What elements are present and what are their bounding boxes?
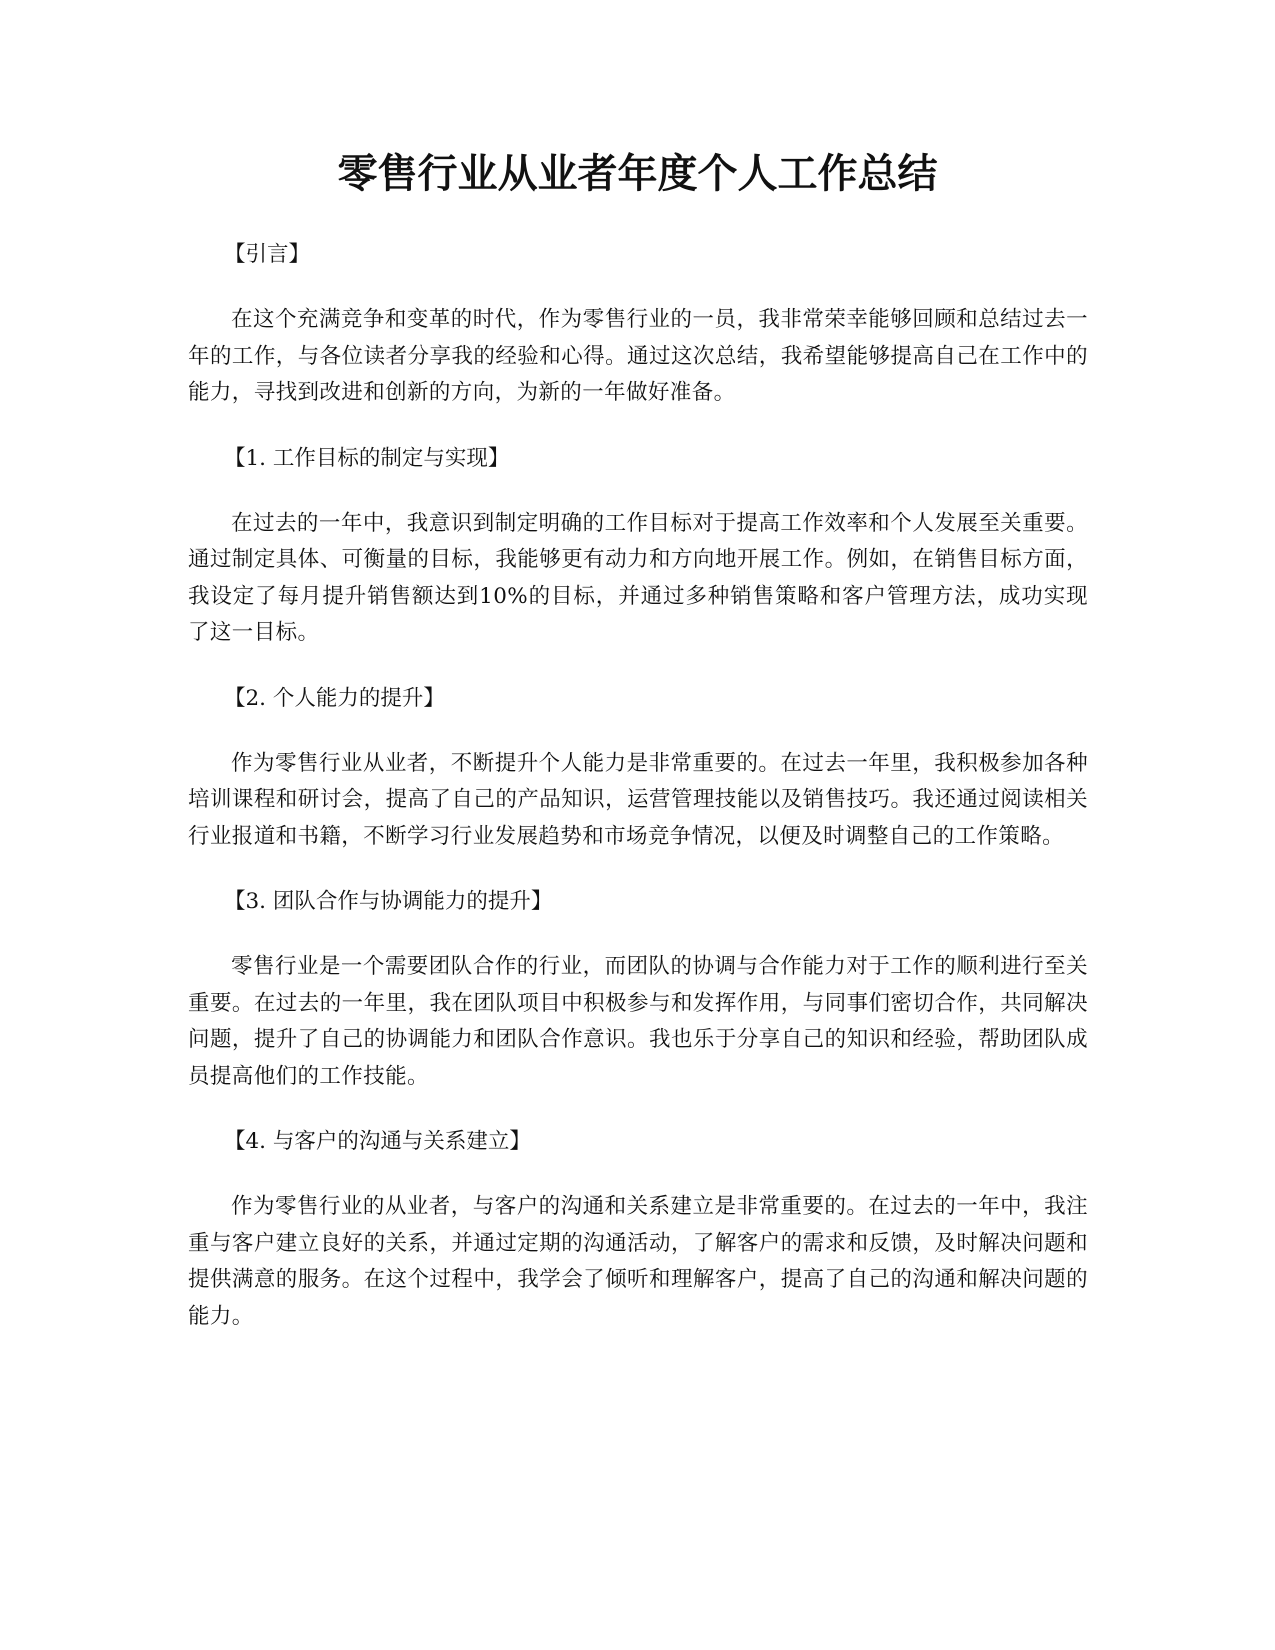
- section-heading: 【引言】: [224, 242, 311, 267]
- section-heading: 【2. 个人能力的提升】: [224, 685, 445, 711]
- section-customer: [188, 1123, 1088, 1335]
- document-title: 零售行业从业者年度个人工作总结: [337, 151, 938, 197]
- section-heading: 【4. 与客户的沟通与关系建立】: [224, 1129, 531, 1154]
- section-heading: 【1. 工作目标的制定与实现】: [224, 445, 510, 471]
- document-body: [188, 236, 1088, 1363]
- section-paragraph: 作为零售行业的从业者，与客户的沟通和关系建立是非常重要的。在过去的一年中，我注重与客户建立良好的关系，并通过定期的沟通活动，了解客户的需求和反馈，及时解决问题和提供满意的服务。在这个过程中，我学会了倾听和理解客户，提高了自己的沟通和解决问题的能力。: [188, 1194, 1088, 1329]
- section-intro: [188, 236, 1088, 412]
- section-paragraph: 在这个充满竞争和变革的时代，作为零售行业的一员，我非常荣幸能够回顾和总结过去一年的工作，与各位读者分享我的经验和心得。通过这次总结，我希望能够提高自己在工作中的能力，寻找到改进和创新的方向，为新的一年做好准备。: [188, 307, 1088, 405]
- section-teamwork: [188, 883, 1088, 1095]
- section-paragraph: 在过去的一年中，我意识到制定明确的工作目标对于提高工作效率和个人发展至关重要。通过制定具体、可衡量的目标，我能够更有动力和方向地开展工作。例如，在销售目标方面，我设定了每月提升销售额达到10%的目标，并通过多种销售策略和客户管理方法，成功实现了这一目标。: [188, 510, 1088, 645]
- section-ability: [188, 680, 1088, 856]
- section-paragraph: 零售行业是一个需要团队合作的行业，而团队的协调与合作能力对于工作的顺利进行至关重要。在过去的一年里，我在团队项目中积极参与和发挥作用，与同事们密切合作，共同解决问题，提升了自己的协调能力和团队合作意识。我也乐于分享自己的知识和经验，帮助团队成员提高他们的工作技能。: [188, 954, 1088, 1089]
- section-heading: 【3. 团队合作与协调能力的提升】: [224, 889, 553, 914]
- section-paragraph: 作为零售行业从业者，不断提升个人能力是非常重要的。在过去一年里，我积极参加各种培训课程和研讨会，提高了自己的产品知识，运营管理技能以及销售技巧。我还通过阅读相关行业报道和书籍，不断学习行业发展趋势和市场竞争情况，以便及时调整自己的工作策略。: [188, 750, 1088, 849]
- section-goals: [188, 440, 1088, 652]
